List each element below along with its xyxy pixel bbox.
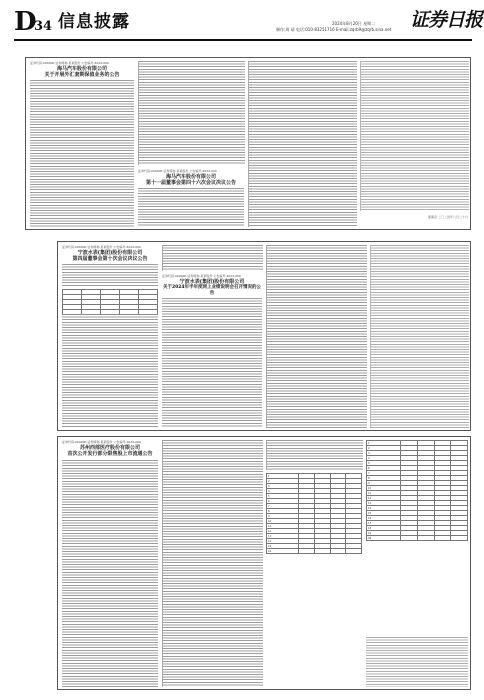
table-cell: 7: [367, 471, 401, 476]
table-row: [267, 549, 362, 554]
table-cell: 5: [267, 494, 299, 499]
notice-code-line: 证券代码:000000 证券简称:某某股份 公告编号:2024-000: [62, 440, 141, 444]
table-cell: 9: [367, 481, 401, 486]
notice-code-line: 证券代码:000000 证券简称:某某股份 公告编号:2024-000: [138, 169, 217, 173]
table-cell: 13: [267, 534, 299, 539]
table-cell: 4: [367, 456, 401, 461]
table-cell: [401, 536, 418, 541]
table-cell: 12: [367, 496, 401, 501]
notice-block-bottom: [57, 436, 471, 690]
table-cell: 10: [267, 519, 299, 524]
notice-title: 关于开展外汇套期保值业务的公告: [44, 72, 120, 78]
table-cell: 20: [367, 536, 401, 541]
table-cell: 8: [367, 476, 401, 481]
issue-date: 2024年8月20日 星期二: [332, 21, 376, 26]
notice-title: 第十一届董事会第四十六次会议决议公告: [145, 180, 236, 186]
table-cell: 6: [267, 499, 299, 504]
notice-body-text: [162, 440, 263, 687]
table-cell: 3: [367, 451, 401, 456]
table-cell: 7: [267, 504, 299, 509]
page-number: 34: [34, 19, 53, 34]
notice-signature: 董事会 二〇二四年八月二十日: [428, 215, 468, 219]
shareholder-table-right: [366, 440, 468, 541]
notice-body-text: [248, 61, 357, 227]
table-cell: 17: [367, 521, 401, 526]
notice-company: 宁波水表(集团)股份有限公司: [179, 279, 245, 285]
table-cell: [314, 549, 330, 554]
header-rule: [14, 39, 472, 41]
notice-title: 第四届董事会第十次会议决议公告: [72, 256, 148, 262]
notice-body-text: [266, 245, 367, 428]
table-cell: 2: [367, 446, 401, 451]
notice-body-text: [162, 245, 263, 271]
notice-company: 海马汽车股份有限公司: [165, 174, 216, 180]
table-cell: 3: [267, 484, 299, 489]
notice-body-text: [370, 245, 469, 428]
table-cell: 5: [367, 461, 401, 466]
table-cell: 18: [367, 526, 401, 531]
table-cell: 14: [267, 539, 299, 544]
table-cell: 14: [367, 506, 401, 511]
table-cell: [299, 549, 315, 554]
page-letter: D: [14, 7, 36, 37]
notice-code-line: 证券代码:000000 证券简称:某某股份 公告编号:2024-000: [62, 245, 141, 249]
notice-body-text: [62, 460, 158, 687]
table-cell: 11: [367, 491, 401, 496]
notice-body-text: [62, 314, 158, 428]
notice-code-line: 证券代码:000000 证券简称:某某股份 公告编号:2024-000: [162, 274, 241, 278]
table-cell: 1: [267, 474, 299, 479]
notice-code-line: 证券代码:000000 证券简称:某某股份 公告编号:2024-000: [30, 61, 109, 65]
notice-body-text: [266, 440, 363, 470]
notice-company: 海马汽车股份有限公司: [56, 66, 107, 72]
table-cell: 12: [267, 529, 299, 534]
shareholder-table-left: [266, 473, 362, 554]
table-cell: 16: [367, 516, 401, 521]
table-cell: [346, 549, 362, 554]
table-cell: 4: [267, 489, 299, 494]
notice-block-top: [25, 57, 471, 230]
notice-body-text: [62, 264, 158, 286]
notice-company: 宁波水表(集团)股份有限公司: [77, 250, 143, 256]
notice-body-text: [30, 80, 134, 227]
table-cell: 11: [267, 524, 299, 529]
table-cell: [418, 536, 435, 541]
notice-block-middle: [57, 241, 471, 431]
newspaper-masthead: 证券日报: [410, 9, 483, 31]
notice-body-text: [366, 637, 468, 687]
table-cell: 15: [267, 544, 299, 549]
table-cell: 13: [367, 501, 401, 506]
notice-title: 首次公开发行部分限售股上市流通公告: [67, 451, 153, 457]
table-cell: 2: [267, 479, 299, 484]
table-row: [367, 536, 468, 541]
notice-company: 苏州西部医疗股份有限公司: [79, 445, 140, 451]
table-cell: [434, 536, 451, 541]
notice-title: 关于2024年半年度网上业绩说明会召开情况的公告: [162, 285, 262, 296]
table-cell: [330, 549, 346, 554]
editor-line: 制作:周 靖 电话:010-83251716 E-mail:zqrb9@zqrb.sina.net: [276, 27, 392, 32]
notice-body-text: [138, 61, 245, 165]
section-title: 信息披露: [58, 12, 130, 32]
table-cell: 15: [367, 511, 401, 516]
table-cell: 1: [367, 441, 401, 446]
vote-table: [62, 289, 158, 315]
table-cell: 8: [267, 509, 299, 514]
table-cell: 9: [267, 514, 299, 519]
table-cell: 6: [367, 466, 401, 471]
table-cell: 19: [367, 531, 401, 536]
table-cell: [451, 536, 468, 541]
table-cell: 10: [367, 486, 401, 491]
notice-body-text: [162, 298, 262, 428]
notice-body-text: [360, 61, 469, 211]
notice-body-text: [138, 188, 244, 227]
table-cell: 16: [267, 549, 299, 554]
